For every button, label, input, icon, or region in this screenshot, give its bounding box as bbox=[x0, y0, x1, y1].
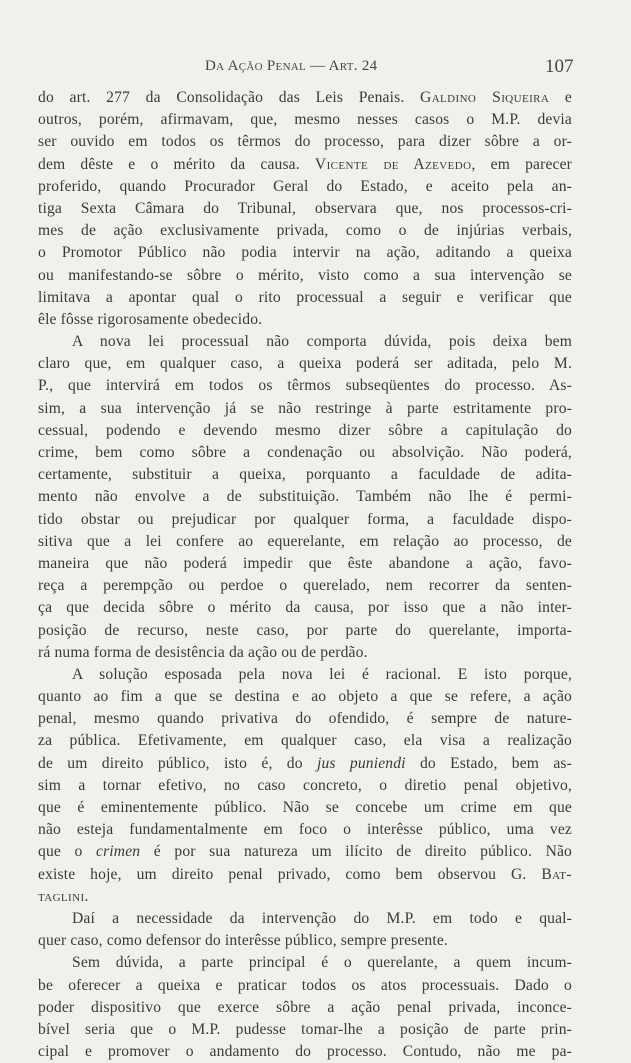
text-line bbox=[38, 464, 572, 486]
text-line bbox=[38, 131, 572, 153]
text-line bbox=[38, 154, 572, 176]
text-line bbox=[38, 442, 572, 464]
page-number: 107 bbox=[545, 56, 574, 77]
text-line bbox=[38, 309, 572, 331]
text-line bbox=[38, 331, 572, 353]
text-segment: claro que, em qualquer caso, a queixa poderá ser aditada, pelo M. bbox=[38, 355, 572, 373]
text-line bbox=[38, 864, 572, 886]
text-segment: ser ouvido em todos os têrmos do processo, para dizer sôbre a or- bbox=[38, 133, 572, 151]
text-segment: crime, bem como sôbre a condenação ou absolvição. Não poderá, bbox=[38, 444, 572, 461]
text-segment: A solução esposada pela nova lei é racional. E isto porque, bbox=[72, 665, 572, 683]
text-segment: sim a tornar efetivo, no caso concreto, o diretio penal objetivo, bbox=[38, 776, 572, 794]
italic-term: crimen bbox=[96, 843, 141, 861]
body-text bbox=[38, 87, 572, 1063]
text-line bbox=[38, 997, 572, 1019]
text-segment: e bbox=[549, 89, 572, 106]
text-segment: bível seria que o M.P. pudesse tomar-lhe a posição de parte prin- bbox=[38, 1020, 572, 1038]
text-line bbox=[38, 975, 572, 997]
text-line bbox=[38, 398, 572, 420]
text-segment: outros, porém, afirmavam, que, mesmo nesses casos o M.P. devia bbox=[38, 111, 572, 129]
text-line bbox=[38, 109, 572, 131]
text-segment: êle fôsse rigorosamente obedecido. bbox=[38, 310, 263, 328]
text-segment: existe hoje, um direito penal privado, como bem observou G. bbox=[38, 865, 542, 883]
text-segment: quanto ao fim a que se destina e ao objeto a que se refere, a ação bbox=[38, 688, 572, 706]
text-segment: P., que intervirá em todos os têrmos subseqüentes do processo. As- bbox=[38, 377, 572, 395]
text-segment: . bbox=[84, 887, 89, 905]
author-name: Vicente de Azevedo bbox=[314, 155, 472, 173]
text-segment: rá numa forma de desistência da ação ou de perdão. bbox=[38, 643, 368, 661]
text-segment: limitava a apontar qual o rito processual a seguir e verificar que bbox=[38, 288, 572, 306]
text-line bbox=[38, 664, 572, 686]
text-segment: o Promotor Público não podia intervir na ação, aditando a queixa bbox=[38, 244, 572, 262]
text-segment: proferido, quando Procurador Geral do Estado, e aceito pela an- bbox=[38, 177, 572, 195]
text-line bbox=[38, 509, 572, 531]
text-line bbox=[38, 908, 572, 930]
text-line bbox=[38, 952, 572, 974]
text-line bbox=[38, 375, 572, 397]
text-line bbox=[38, 531, 572, 553]
text-segment: poder dispositivo que exerce sôbre a ação penal privada, inconce- bbox=[38, 998, 572, 1016]
text-segment: certamente, substituir a queixa, porquanto a faculdade de adita- bbox=[38, 466, 572, 484]
text-segment: ça que decida sôbre o mérito da causa, por isso que a não inter- bbox=[38, 599, 572, 617]
author-name: taglini bbox=[38, 887, 85, 905]
text-segment: não esteja fundamentalmente em foco o interêsse público, uma vez bbox=[38, 821, 572, 839]
text-line bbox=[38, 686, 572, 708]
text-segment: do art. 277 da Consolidação das Leis Penais. bbox=[38, 89, 421, 106]
text-segment: sitiva que a lei confere ao equerelante, em relação ao processo, de bbox=[38, 532, 572, 550]
text-line bbox=[38, 353, 572, 375]
text-line bbox=[38, 797, 572, 819]
text-line bbox=[38, 1019, 572, 1041]
text-segment: tiga Sexta Câmara do Tribunal, observara que, nos processos-cri- bbox=[38, 199, 572, 217]
author-name: Bat- bbox=[541, 865, 572, 883]
text-segment: dem dêste e o mérito da causa. bbox=[38, 155, 315, 173]
text-segment: cipal e promover o andamento do processo. Contudo, não me pa- bbox=[38, 1043, 572, 1061]
running-head: Da Ação Penal — Art. 24 bbox=[205, 58, 378, 74]
text-line bbox=[38, 1041, 572, 1063]
text-line bbox=[38, 597, 572, 619]
text-segment: ou manifestando-se sôbre o mérito, visto como a sua intervenção se bbox=[38, 266, 572, 284]
text-segment: Sem dúvida, a parte principal é o querelante, a quem incum- bbox=[72, 954, 572, 972]
text-segment: de um direito público, isto é, do bbox=[38, 754, 317, 772]
text-segment: posição de recurso, neste caso, por parte do querelante, importa- bbox=[38, 621, 572, 639]
text-line bbox=[38, 753, 572, 775]
text-segment: que o bbox=[38, 843, 97, 861]
italic-term: jus puniendi bbox=[316, 754, 406, 772]
text-line bbox=[38, 287, 572, 309]
text-line bbox=[38, 265, 572, 287]
text-segment: sim, a sua intervenção já se não restringe à parte estritamente pro- bbox=[38, 399, 572, 417]
text-segment: be oferecer a queixa e praticar todos os atos processuais. Dado o bbox=[38, 976, 572, 994]
text-segment: za pública. Efetivamente, em qualquer caso, ela visa a realização bbox=[38, 732, 572, 750]
text-line bbox=[38, 553, 572, 575]
text-line bbox=[38, 730, 572, 752]
text-line bbox=[38, 620, 572, 642]
text-segment: é por sua natureza um ilícito de direito público. Não bbox=[140, 843, 572, 861]
text-segment: que é eminentemente público. Não se concebe um crime em que bbox=[38, 799, 572, 816]
text-segment: maneira que não poderá impedir que êste abandone a ação, favo- bbox=[38, 554, 572, 572]
text-segment: cessual, podendo e devendo mesmo dizer sôbre a capitulação do bbox=[38, 421, 572, 439]
text-line bbox=[38, 420, 572, 442]
text-segment: A nova lei processual não comporta dúvida, pois deixa bem bbox=[72, 333, 572, 351]
text-segment: Daí a necessidade da intervenção do M.P. em todo e qual- bbox=[72, 909, 572, 927]
text-line bbox=[38, 819, 572, 841]
page-header bbox=[0, 58, 631, 82]
text-line bbox=[38, 930, 572, 952]
text-segment: , em parecer bbox=[471, 155, 573, 173]
text-line bbox=[38, 642, 572, 664]
text-segment: mes de ação exclusivamente privada, como o de injúrias verbais, bbox=[38, 222, 572, 240]
author-name: Galdino Siqueira bbox=[420, 89, 550, 106]
text-line bbox=[38, 87, 572, 109]
text-line bbox=[38, 198, 572, 220]
text-segment: penal, mesmo quando privativa do ofendido, é sempre de nature- bbox=[38, 710, 572, 728]
text-line bbox=[38, 486, 572, 508]
text-segment: reça a perempção ou perdoe o querelado, nem recorrer da senten- bbox=[38, 577, 572, 595]
text-line bbox=[38, 775, 572, 797]
text-segment: do Estado, bem as- bbox=[405, 754, 572, 772]
text-line bbox=[38, 886, 572, 908]
text-line bbox=[38, 708, 572, 730]
text-line bbox=[38, 176, 572, 198]
text-line bbox=[38, 841, 572, 863]
text-segment: quer caso, como defensor do interêsse público, sempre presente. bbox=[38, 932, 448, 950]
text-segment: mento não envolve a de substituição. Também não lhe é permi- bbox=[38, 488, 572, 506]
text-line bbox=[38, 575, 572, 597]
text-line bbox=[38, 242, 572, 264]
text-line bbox=[38, 220, 572, 242]
text-segment: tido obstar ou prejudicar por qualquer forma, a faculdade dispo- bbox=[38, 510, 572, 528]
